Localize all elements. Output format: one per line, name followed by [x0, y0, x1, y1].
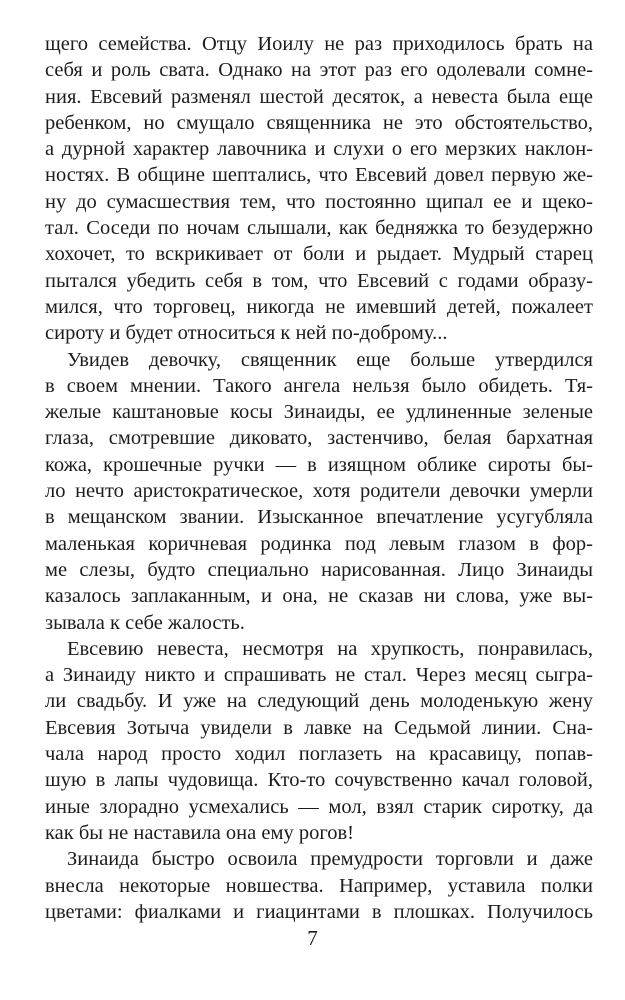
text-line: Евсевия Зотыча увидели в лавке на Седьмой линии. Сна-	[45, 716, 593, 739]
text-line: зывала к себе жалость.	[45, 611, 245, 634]
text-line: чала народ просто ходил поглазеть на красавицу, попав-	[45, 743, 593, 766]
page-number: 7	[307, 926, 318, 950]
text-line: мился, что торговец, никогда не имевший детей, пожалеет	[45, 295, 593, 318]
text-line: тал. Соседи по ночам слышали, как бедняжка то безудержно	[45, 217, 593, 240]
text-line: ло нечто аристократическое, хотя родители девочки умерли	[45, 480, 593, 503]
text-line: маленькая коричневая родинка под левым глазом в фор-	[45, 532, 593, 555]
text-line: ния. Евсевий разменял шестой десяток, а невеста была еще	[45, 85, 593, 108]
text-line: Зинаида быстро освоила премудрости торговли и даже	[67, 848, 593, 871]
body-text	[45, 31, 593, 925]
paragraph-1	[45, 31, 593, 347]
text-line: ностях. В общине шептались, что Евсевий довел первую же-	[45, 164, 593, 187]
text-line: ребенком, но смущало священника не это обстоятельство,	[45, 111, 593, 134]
text-line: а дурной характер лавочника и слухи о его мерзких наклон-	[45, 138, 593, 161]
paragraph-2	[45, 347, 593, 636]
text-line: ли свадьбу. И уже на следующий день молоденькую жену	[45, 690, 593, 713]
text-line: в мещанском звании. Изысканное впечатление усугубляла	[45, 506, 593, 529]
text-line: хохочет, то вскрикивает от боли и рыдает. Мудрый старец	[45, 243, 593, 266]
text-line: шую в лапы чудовища. Кто-то сочувственно качал головой,	[45, 769, 593, 792]
text-line: внесла некоторые новшества. Например, уставила полки	[45, 874, 593, 897]
text-line: щего семейства. Отцу Иоилу не раз приходилось брать на	[45, 33, 593, 55]
text-line: глаза, смотревшие диковато, застенчиво, белая бархатная	[45, 427, 593, 450]
text-line: казалось заплаканным, и она, не сказав ни слова, уже вы-	[45, 585, 593, 608]
text-line: кожа, крошечные ручки — в изящном облике сироты бы-	[45, 453, 593, 476]
text-line: ме слезы, будто специально нарисованная. Лицо Зинаиды	[45, 558, 593, 581]
paragraph-4	[45, 846, 593, 925]
text-line: сироту и будет относиться к ней по-доброму...	[45, 322, 448, 345]
text-line: Увидев девочку, священник еще больше утвердился	[67, 348, 593, 371]
text-line: иные злорадно усмехались — мол, взял старик сиротку, да	[45, 795, 593, 818]
text-line: пытался убедить себя в том, что Евсевий с годами образу-	[45, 269, 593, 292]
paragraph-3	[45, 636, 593, 846]
text-line: в своем мнении. Такого ангела нельзя было обидеть. Тя-	[45, 374, 593, 397]
text-line: цветами: фиалками и гиацинтами в плошках. Получилось	[45, 900, 593, 923]
text-line: желые каштановые косы Зинаиды, ее удлиненные зеленые	[45, 401, 593, 424]
text-line: Евсевию невеста, несмотря на хрупкость, понравилась,	[67, 637, 593, 660]
text-line: ну до сумасшествия тем, что постоянно щипал ее и щеко-	[45, 190, 593, 213]
text-line: как бы не наставила она ему рогов!	[45, 821, 354, 844]
text-line: а Зинаиду никто и спрашивать не стал. Через месяц сыгра-	[45, 664, 593, 687]
text-line: себя и роль свата. Однако на этот раз его одолевали сомне-	[45, 59, 593, 82]
